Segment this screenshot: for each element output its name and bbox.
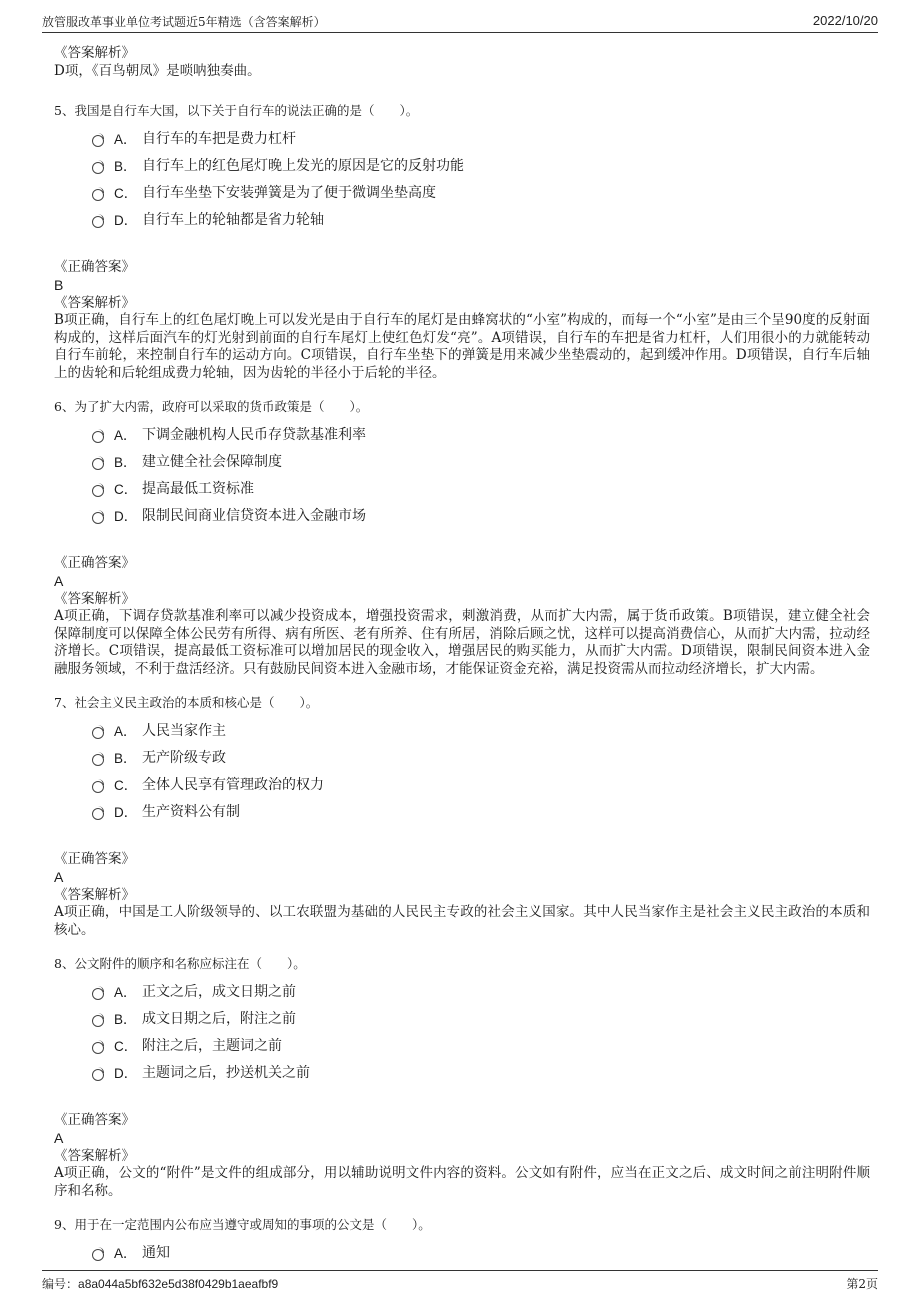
analysis-text: D项，《百鸟朝凤》是唢呐独奏曲。: [54, 63, 261, 79]
document-date: 2022/10/20: [812, 13, 878, 28]
option-letter: A．: [114, 984, 137, 1000]
radio-button-icon[interactable]: [92, 754, 104, 766]
radio-button-icon[interactable]: [92, 485, 104, 497]
option-letter: C．: [114, 481, 138, 497]
option-letter: B．: [114, 158, 137, 174]
option-a[interactable]: [92, 977, 870, 1004]
analysis-label: 《答案解析》: [54, 295, 135, 311]
option-letter: C．: [114, 185, 138, 201]
radio-button-icon[interactable]: [92, 431, 104, 443]
option-text: 提高最低工资标准: [142, 480, 254, 497]
correct-answer: A: [54, 1130, 64, 1146]
option-text: 自行车上的红色尾灯晚上发光的原因是它的反射功能: [142, 157, 464, 174]
correct-answer: B: [54, 277, 64, 293]
option-letter: D．: [114, 804, 138, 820]
radio-button-icon[interactable]: [92, 1015, 104, 1027]
question-5: [54, 102, 870, 382]
option-text: 人民当家作主: [142, 722, 226, 739]
page-header: [42, 10, 878, 33]
radio-button-icon[interactable]: [92, 216, 104, 228]
option-d[interactable]: [92, 1058, 870, 1085]
option-letter: A．: [114, 1245, 137, 1261]
page-footer: [42, 1270, 878, 1295]
radio-button-icon[interactable]: [92, 727, 104, 739]
correct-answer-label: 《正确答案》: [54, 1112, 135, 1128]
radio-button-icon[interactable]: [92, 458, 104, 470]
radio-button-icon[interactable]: [92, 808, 104, 820]
correct-answer: A: [54, 869, 64, 885]
option-b[interactable]: [92, 1004, 870, 1031]
radio-button-icon[interactable]: [92, 135, 104, 147]
page-number: 第2页: [846, 1277, 878, 1291]
option-b[interactable]: [92, 151, 870, 178]
option-text: 生产资料公有制: [142, 803, 240, 820]
analysis-text: A项正确，中国是工人阶级领导的、以工农联盟为基础的人民民主专政的社会主义国家。其中人民当家作主是社会主义民主政治的本质和核心。: [54, 904, 870, 938]
analysis-text: A项正确，下调存贷款基准利率可以减少投资成本，增强投资需求，刺激消费，从而扩大内需，属于货币政策。B项错误，建立健全社会保障制度可以保障全体公民劳有所得、病有所医、老有所养、住有所居，消除后顾之忧，这样可以提高消费信心，从而扩大内需，拉动经济增长。C项错误，提高最低工资标准可以增加居民的现金收入，增强居民的购买能力，从而扩大内需。D项错误，限制民间资本进入金融服务领域，不利于盘活经济。只有鼓励民间资本进入金融市场，才能保证资金充裕，满足投资需从而拉动经济增长，扩大内需。: [54, 608, 870, 677]
option-text: 通知: [142, 1244, 170, 1261]
question-title: 6、为了扩大内需，政府可以采取的货币政策是（ ）。: [54, 399, 369, 414]
option-letter: D．: [114, 212, 138, 228]
radio-button-icon[interactable]: [92, 1249, 104, 1261]
option-b[interactable]: [92, 447, 870, 474]
option-text: 自行车的车把是费力杠杆: [142, 130, 296, 147]
question-title: 5、我国是自行车大国，以下关于自行车的说法正确的是（ ）。: [54, 103, 419, 118]
page-content: [54, 44, 870, 1265]
option-c[interactable]: [92, 770, 870, 797]
question-8: [54, 955, 870, 1200]
option-a[interactable]: [92, 124, 870, 151]
option-text: 正文之后，成文日期之前: [142, 983, 296, 1000]
radio-button-icon[interactable]: [92, 781, 104, 793]
analysis-label: 《答案解析》: [54, 1148, 135, 1164]
option-text: 附注之后，主题词之前: [142, 1037, 282, 1054]
radio-button-icon[interactable]: [92, 1042, 104, 1054]
option-a[interactable]: [92, 1238, 870, 1265]
option-list: [92, 716, 870, 824]
document-code: [42, 1275, 278, 1292]
question-title: 9、用于在一定范围内公布应当遵守或周知的事项的公文是（ ）。: [54, 1217, 431, 1232]
correct-answer: A: [54, 573, 64, 589]
radio-button-icon[interactable]: [92, 512, 104, 524]
option-text: 下调金融机构人民币存贷款基准利率: [142, 426, 366, 443]
question-title: 7、社会主义民主政治的本质和核心是（ ）。: [54, 695, 319, 710]
option-letter: B．: [114, 1011, 137, 1027]
option-text: 全体人民享有管理政治的权力: [142, 776, 324, 793]
question-7: [54, 694, 870, 939]
option-letter: D．: [114, 508, 138, 524]
correct-answer-label: 《正确答案》: [54, 555, 135, 571]
document-code-value: a8a044a5bf632e5d38f0429b1aeafbf9: [78, 1277, 279, 1291]
option-letter: D．: [114, 1065, 138, 1081]
option-c[interactable]: [92, 474, 870, 501]
option-d[interactable]: [92, 501, 870, 528]
correct-answer-label: 《正确答案》: [54, 851, 135, 867]
radio-button-icon[interactable]: [92, 1069, 104, 1081]
option-text: 自行车坐垫下安装弹簧是为了便于微调坐垫高度: [142, 184, 436, 201]
option-letter: C．: [114, 1038, 138, 1054]
option-text: 主题词之后，抄送机关之前: [142, 1064, 310, 1081]
radio-button-icon[interactable]: [92, 988, 104, 1000]
option-list: [92, 1238, 870, 1265]
option-letter: B．: [114, 750, 137, 766]
correct-answer-label: 《正确答案》: [54, 259, 135, 275]
analysis-label: 《答案解析》: [54, 591, 135, 607]
option-text: 自行车上的轮轴都是省力轮轴: [142, 211, 324, 228]
option-a[interactable]: [92, 420, 870, 447]
option-c[interactable]: [92, 1031, 870, 1058]
option-text: 无产阶级专政: [142, 749, 226, 766]
option-b[interactable]: [92, 743, 870, 770]
radio-button-icon[interactable]: [92, 189, 104, 201]
option-d[interactable]: [92, 205, 870, 232]
analysis-text: B项正确，自行车上的红色尾灯晚上可以发光是由于自行车的尾灯是由蜂窝状的“小室”构成的，而每一个“小室”是由三个呈90度的反射面构成的，这样后面汽车的灯光射到前面的自行车尾灯上使红色灯发“亮”。A项错误，自行车的车把是省力杠杆，人们用很小的力就能转动自行车前轮，来控制自行车的运动方向。C项错误，自行车坐垫下的弹簧是用来减少坐垫震动的，起到缓冲作用。D项错误，自行车后轴上的齿轮和后轮组成费力轮轴，因为齿轮的半径小于后轮的半径。: [54, 312, 870, 381]
option-text: 成文日期之后，附注之前: [142, 1010, 296, 1027]
option-letter: C．: [114, 777, 138, 793]
option-letter: A．: [114, 131, 137, 147]
option-a[interactable]: [92, 716, 870, 743]
option-text: 限制民间商业信贷资本进入金融市场: [142, 507, 366, 524]
option-text: 建立健全社会保障制度: [142, 453, 282, 470]
question-9: [54, 1216, 870, 1265]
document-code-label: 编号：: [42, 1277, 79, 1291]
document-title: 放管服改革事业单位考试题近5年精选（含答案解析）: [42, 15, 326, 29]
option-letter: B．: [114, 454, 137, 470]
question-6: [54, 398, 870, 678]
option-letter: A．: [114, 723, 137, 739]
radio-button-icon[interactable]: [92, 162, 104, 174]
option-d[interactable]: [92, 797, 870, 824]
question-title: 8、公文附件的顺序和名称应标注在（ ）。: [54, 956, 306, 971]
option-letter: A．: [114, 427, 137, 443]
analysis-label: 《答案解析》: [54, 45, 135, 61]
analysis-text: A项正确，公文的“附件”是文件的组成部分，用以辅助说明文件内容的资料。公文如有附件，应当在正文之后、成文时间之前注明附件顺序和名称。: [54, 1165, 870, 1199]
analysis-label: 《答案解析》: [54, 887, 135, 903]
option-list: [92, 420, 870, 528]
option-list: [92, 124, 870, 232]
option-c[interactable]: [92, 178, 870, 205]
option-list: [92, 977, 870, 1085]
